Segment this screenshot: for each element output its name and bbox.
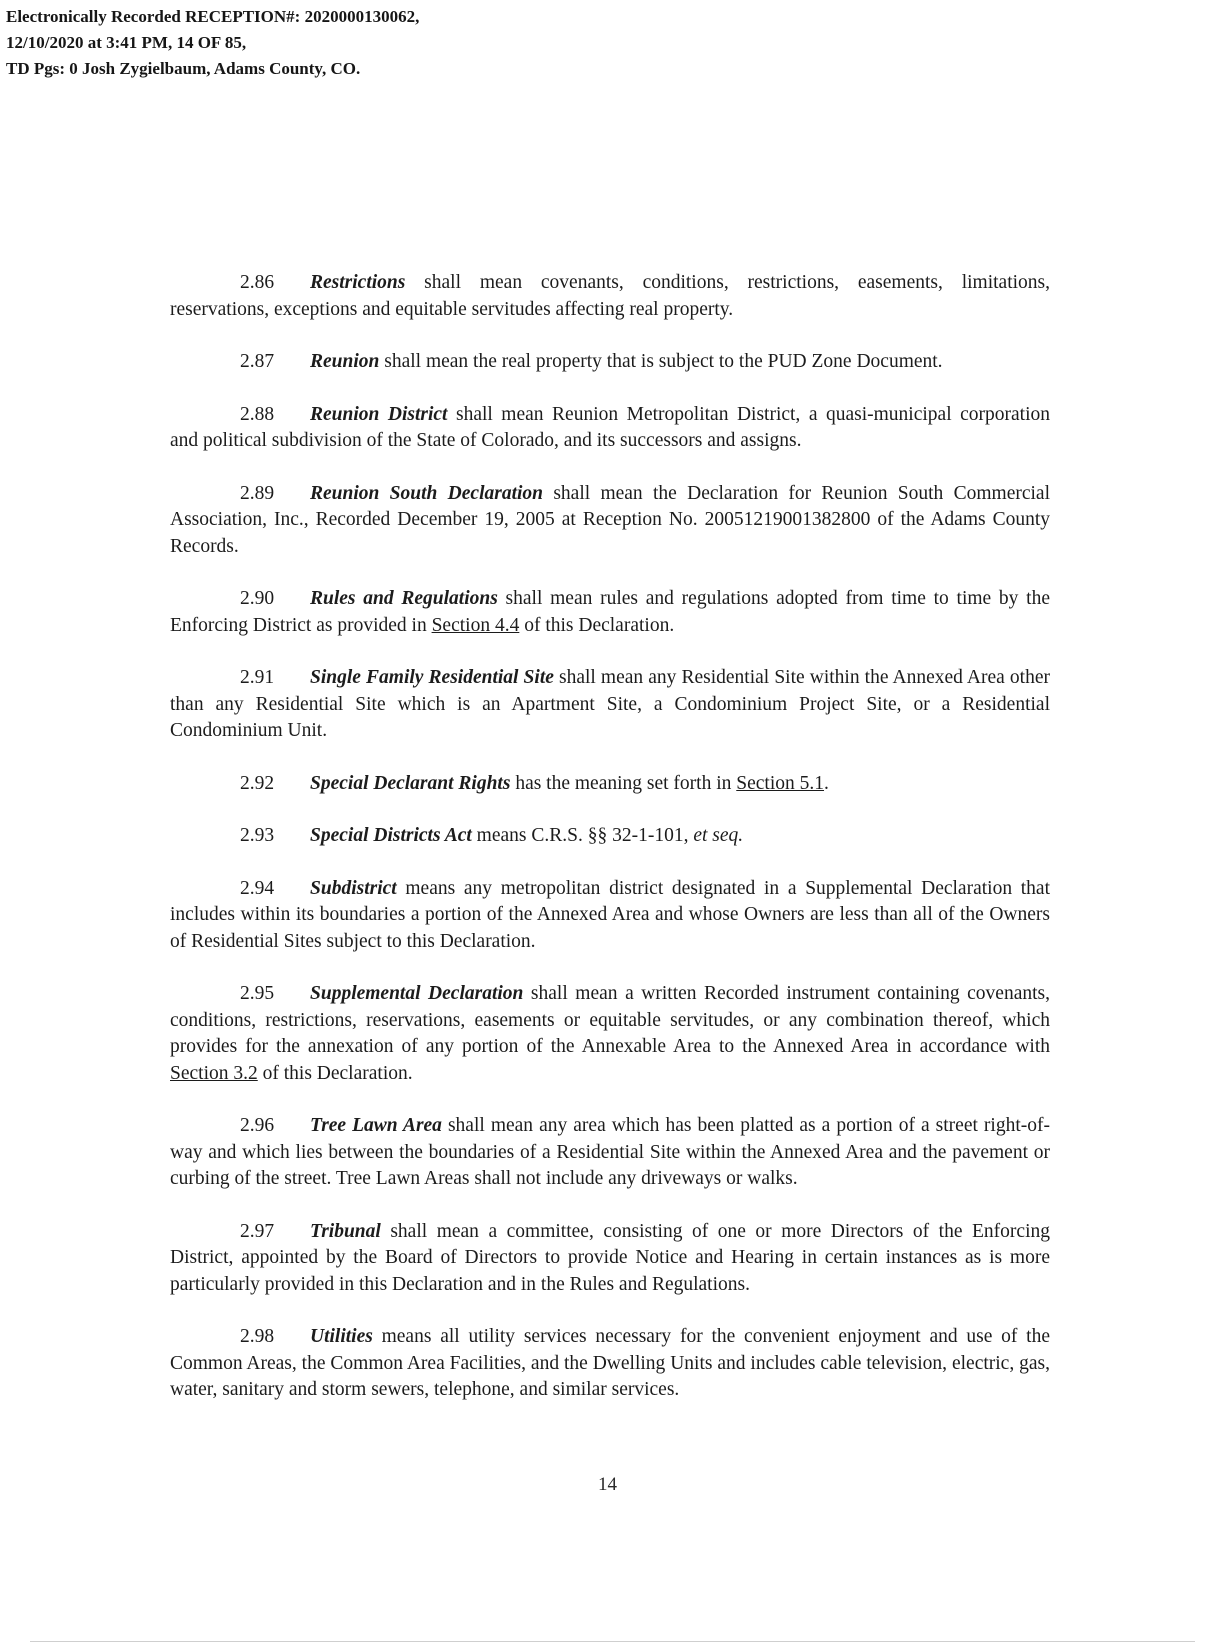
recording-stamp-line-3: TD Pgs: 0 Josh Zygielbaum, Adams County, CO. [6,59,361,78]
definition-text: shall mean covenants, conditions, restrictions, easements, limitations, reservations, exceptions and equitable servitudes affecting real property. [170,272,1050,320]
definition-term: Single Family Residential Site [310,667,554,688]
definitions-list [170,270,1050,1430]
definition-term: Special Districts Act [310,825,472,846]
definition-term: Supplemental Declaration [310,983,524,1004]
definition-number: 2.95 [240,983,275,1004]
definition-text: shall mean a written Recorded instrument containing covenants, conditions, restrictions, reservations, easements or equitable servitudes, or any combination thereof, which provides for the annexation of any portion of the Annexable Area to the Annexed Area in accordance with [170,983,1050,1057]
definition-text: of this Declaration. [257,1062,413,1084]
definition-term: Restrictions [310,272,406,293]
definition-text: shall mean rules and regulations adopted from time to time by the Enforcing District as provided in [170,588,1051,636]
definition-text: means all utility services necessary for the convenient enjoyment and use of the Common Areas, the Common Area Facilities, and the Dwelling Units and includes cable television, electric, gas, water, sanitary and storm sewers, telephone, and similar services. [170,1326,1050,1400]
section-reference-link[interactable]: Section 5.1 [736,772,825,794]
definition-2-96 [170,1113,1050,1193]
definition-text: means C.R.S. §§ 32-1-101, [471,825,694,846]
definition-text: means any metropolitan district designated in a Supplemental Declaration that includes within its boundaries a portion of the Annexed Area and whose Owners are less than all of the Owners of Residential Sites subject to this Declaration. [170,877,1050,952]
section-reference-link[interactable]: Section 4.4 [431,614,520,636]
definition-number: 2.92 [240,772,275,794]
definition-text: shall mean any Residential Site within the Annexed Area other than any Residential Site which is an Apartment Site, a Condominium Project Site, or a Residential Condominium Unit. [170,667,1050,741]
section-reference-link[interactable]: Section 3.2 [170,1062,258,1084]
definition-text: shall mean the real property that is subject to the PUD Zone Document. [379,351,943,372]
definition-term: Reunion South Declaration [310,482,544,504]
definition-2-87 [170,349,1050,376]
definition-term: Special Declarant Rights [310,772,511,794]
definition-number: 2.86 [240,272,275,293]
definition-number: 2.90 [240,588,275,609]
definition-text: shall mean Reunion Metropolitan District, a quasi-municipal corporation and political subdivision of the State of Colorado, and its successors and assigns. [170,403,1050,451]
definition-number: 2.88 [240,403,275,425]
recording-stamp [6,4,419,82]
scan-edge-divider [30,1641,1195,1642]
definition-text: of this Declaration. [519,614,675,636]
definition-term: Utilities [310,1326,373,1347]
definition-term: Tree Lawn Area [310,1115,442,1136]
definition-term: Tribunal [310,1220,381,1242]
definition-number: 2.89 [240,482,275,504]
definition-number: 2.87 [240,351,275,372]
definition-text: . [824,772,829,794]
definition-number: 2.94 [240,877,275,899]
definition-number: 2.93 [240,825,275,846]
definition-italic-text: et seq. [693,825,744,846]
definition-term: Rules and Regulations [310,588,498,609]
definition-2-91 [170,665,1050,745]
definition-number: 2.96 [240,1115,275,1136]
definition-2-89 [170,481,1050,561]
definition-text: shall mean the Declaration for Reunion South Commercial Association, Inc., Recorded December 19, 2005 at Reception No. 20051219001382800 of the Adams County Records. [170,482,1050,557]
definition-number: 2.91 [240,667,275,688]
definition-text: shall mean any area which has been platted as a portion of a street right-of-way and which lies between the boundaries of a Residential Site within the Annexed Area and the pavement or curbing of the street. Tree Lawn Areas shall not include any driveways or walks. [170,1115,1050,1189]
recording-stamp-line-2: 12/10/2020 at 3:41 PM, 14 OF 85, [6,33,247,52]
definition-2-97 [170,1219,1050,1299]
definition-2-88 [170,402,1050,455]
definition-text: shall mean a committee, consisting of one or more Directors of the Enforcing District, appointed by the Board of Directors to provide Notice and Hearing in certain instances as is more particularly provided in this Declaration and in the Rules and Regulations. [170,1220,1050,1295]
definition-2-90 [170,586,1050,639]
definition-term: Reunion District [310,403,448,425]
page-number: 14 [598,1474,617,1495]
definition-number: 2.98 [240,1326,275,1347]
definition-number: 2.97 [240,1220,275,1242]
definition-2-92 [170,771,1050,798]
definition-2-94 [170,876,1050,956]
definition-term: Subdistrict [310,877,397,899]
definition-term: Reunion [310,351,380,372]
definition-2-95 [170,981,1050,1087]
definition-text: has the meaning set forth in [510,772,737,794]
definition-2-86 [170,270,1050,323]
recording-stamp-line-1: Electronically Recorded RECEPTION#: 2020000130062, [6,7,420,26]
definition-2-93 [170,823,1050,850]
definition-2-98 [170,1324,1050,1404]
